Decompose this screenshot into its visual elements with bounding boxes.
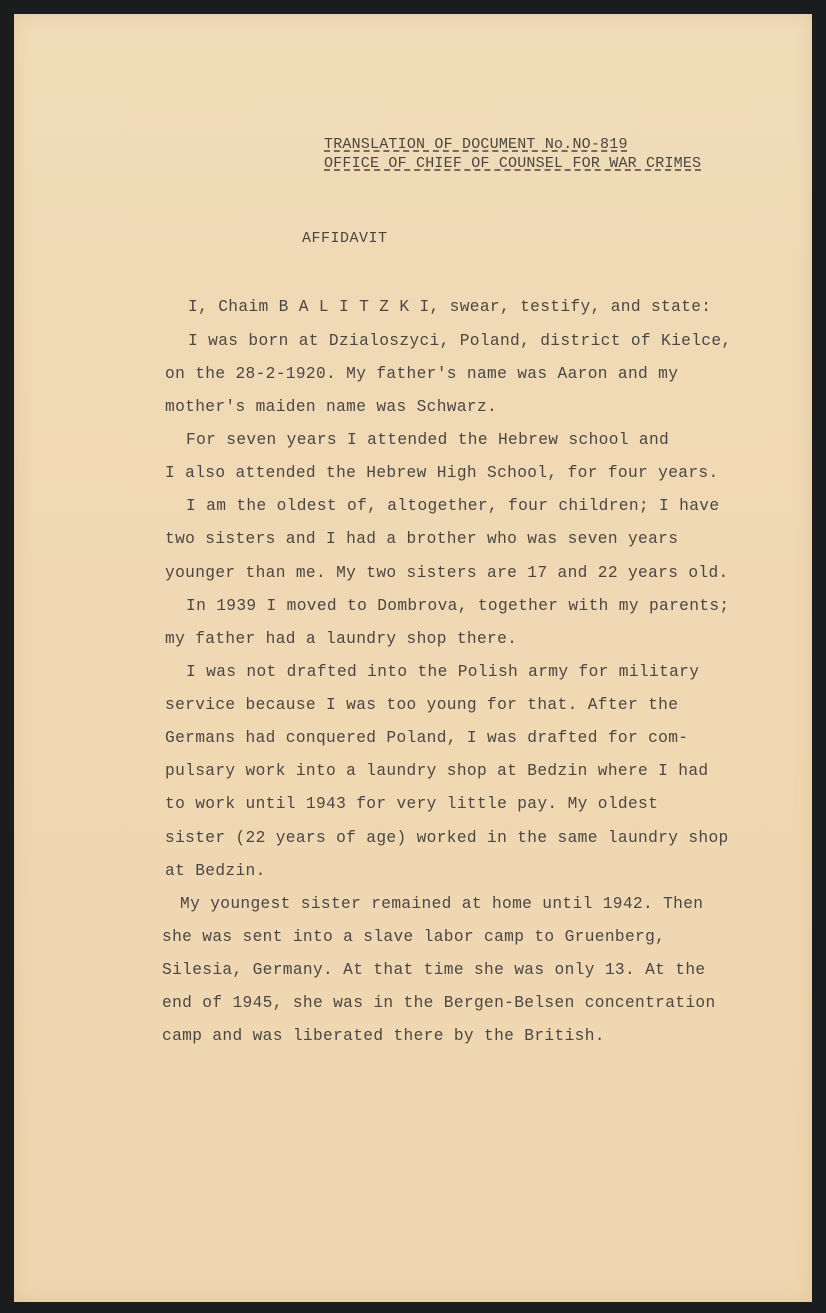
affidavit-line: Germans had conquered Poland, I was drafted for com-: [165, 729, 689, 747]
affidavit-line: at Bedzin.: [165, 862, 266, 880]
affidavit-line: camp and was liberated there by the British.: [162, 1027, 605, 1045]
affidavit-line: I am the oldest of, altogether, four children; I have: [186, 497, 720, 515]
affidavit-line: My youngest sister remained at home until 1942. Then: [180, 895, 704, 913]
affidavit-line: I also attended the Hebrew High School, for four years.: [165, 464, 719, 482]
affidavit-line: younger than me. My two sisters are 17 and 22 years old.: [165, 564, 729, 582]
document-page: [14, 14, 812, 1302]
affidavit-line: pulsary work into a laundry shop at Bedzin where I had: [165, 762, 709, 780]
affidavit-line: on the 28-2-1920. My father's name was Aaron and my: [165, 365, 679, 383]
affidavit-line: I, Chaim B A L I T Z K I, swear, testify, and state:: [188, 298, 712, 316]
affidavit-line: sister (22 years of age) worked in the same laundry shop: [165, 829, 729, 847]
affidavit-line: she was sent into a slave labor camp to Gruenberg,: [162, 928, 666, 946]
affidavit-line: end of 1945, she was in the Bergen-Belsen concentration: [162, 994, 716, 1012]
affidavit-line: I was not drafted into the Polish army for military: [186, 663, 700, 681]
affidavit-line: mother's maiden name was Schwarz.: [165, 398, 498, 416]
affidavit-line: two sisters and I had a brother who was seven years: [165, 530, 679, 548]
document-number-header: TRANSLATION OF DOCUMENT No.NO-819: [324, 136, 628, 153]
affidavit-line: I was born at Dzialoszyci, Poland, district of Kielce,: [188, 332, 732, 350]
document-title: AFFIDAVIT: [302, 230, 388, 247]
office-header: OFFICE OF CHIEF OF COUNSEL FOR WAR CRIMES: [324, 155, 702, 172]
affidavit-line: to work until 1943 for very little pay. My oldest: [165, 795, 659, 813]
affidavit-line: In 1939 I moved to Dombrova, together with my parents;: [186, 597, 730, 615]
affidavit-line: service because I was too young for that. After the: [165, 696, 679, 714]
affidavit-line: my father had a laundry shop there.: [165, 630, 518, 648]
affidavit-line: For seven years I attended the Hebrew school and: [186, 431, 670, 449]
affidavit-line: Silesia, Germany. At that time she was only 13. At the: [162, 961, 706, 979]
